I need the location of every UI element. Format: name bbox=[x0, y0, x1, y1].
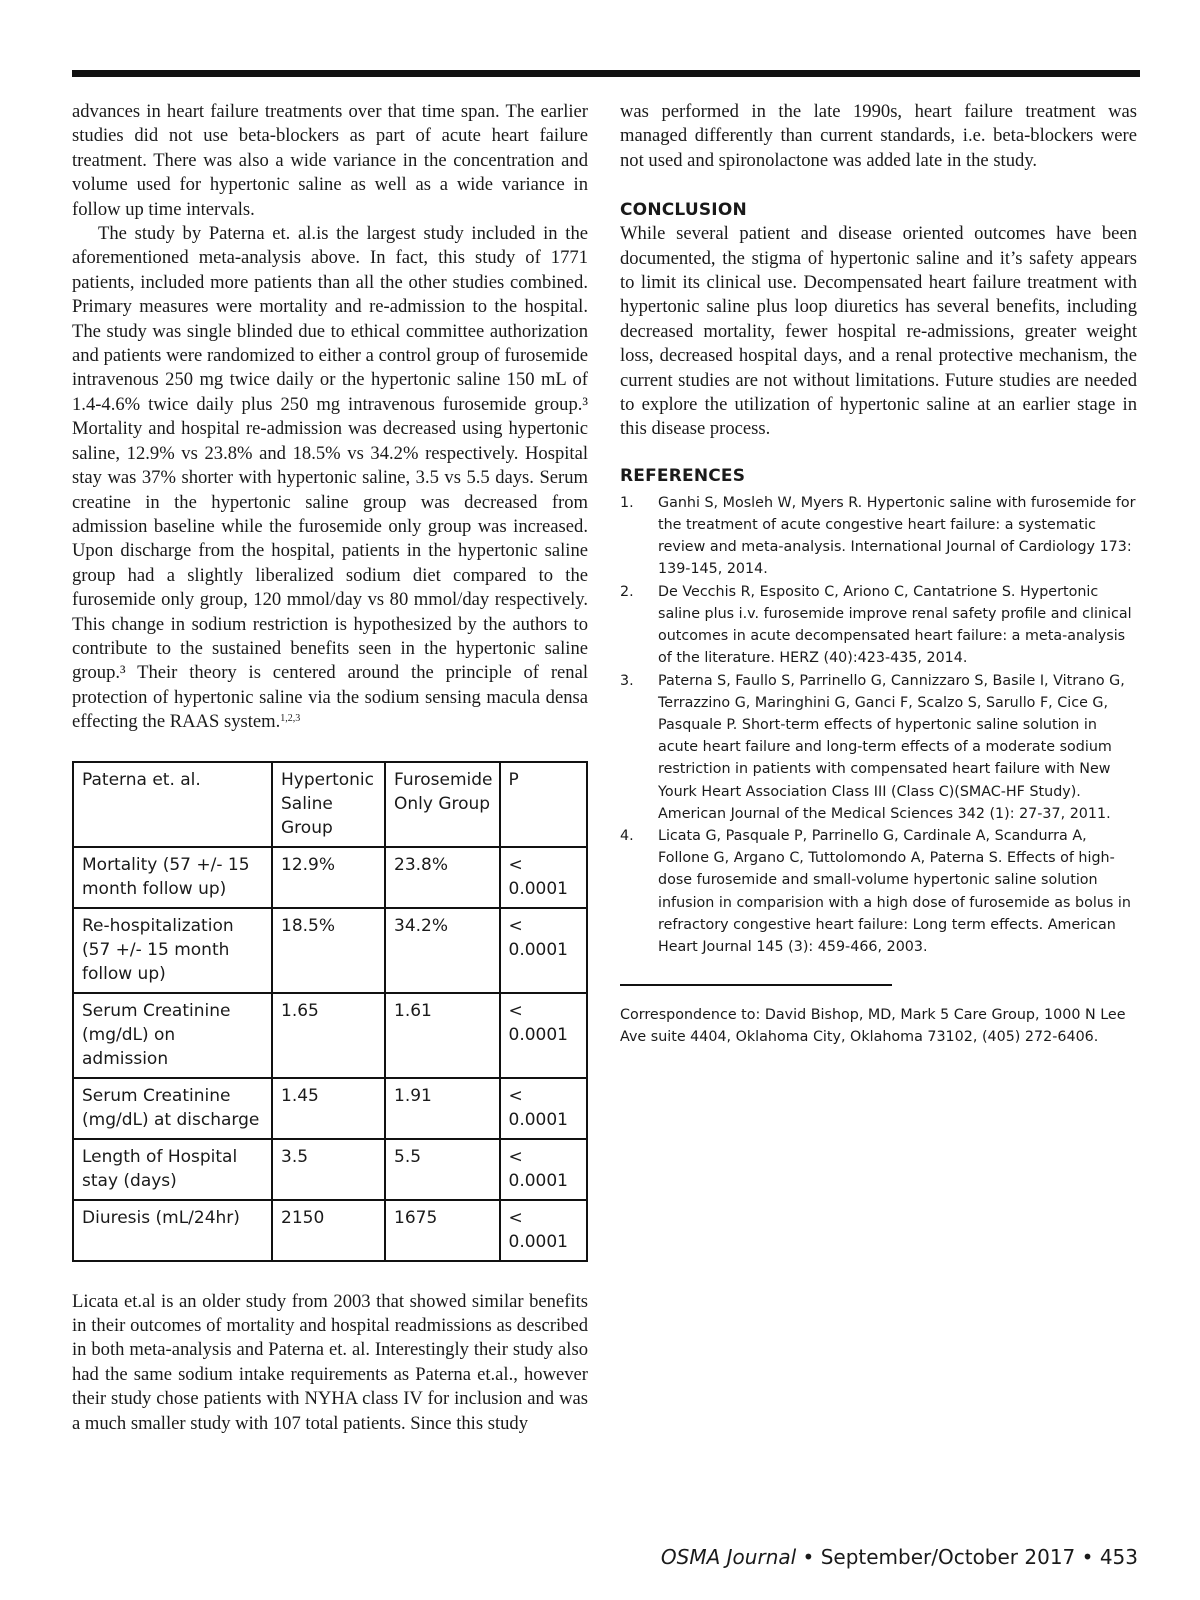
table-cell: Serum Creatinine (mg/dL) on admission bbox=[73, 993, 272, 1078]
table-header-cell: Furosemide Only Group bbox=[385, 762, 500, 847]
reference-item bbox=[620, 581, 1137, 670]
table-cell: 23.8% bbox=[385, 847, 500, 908]
table-row bbox=[73, 993, 587, 1078]
table-cell: < 0.0001 bbox=[500, 993, 588, 1078]
right-body bbox=[620, 100, 1137, 173]
conclusion-heading: CONCLUSION bbox=[620, 200, 747, 221]
issue-date: September/October 2017 bbox=[820, 1545, 1076, 1569]
table-cell: Length of Hospital stay (days) bbox=[73, 1139, 272, 1200]
table-cell: 18.5% bbox=[272, 908, 385, 993]
table-header-cell: Hypertonic Saline Group bbox=[272, 762, 385, 847]
paragraph-paterna bbox=[72, 222, 588, 735]
table-cell: 34.2% bbox=[385, 908, 500, 993]
table-cell: 1.61 bbox=[385, 993, 500, 1078]
table-cell: Mortality (57 +/- 15 month follow up) bbox=[73, 847, 272, 908]
table-cell: 1.91 bbox=[385, 1078, 500, 1139]
table-cell: < 0.0001 bbox=[500, 1139, 588, 1200]
paragraph-conclusion: While several patient and disease oriented outcomes have been documented, the stigma of hypertonic saline and it’s safety appears to limit its clinical use. Decompensated heart failure treatment with hypertonic saline plus loop diuretics has several benefits, including decreased mortality, fewer hospital re-admissions, greater weight loss, decreased hospital days, and a renal protective mechanism, the current studies are not without limitations. Future studies are needed to explore the utilization of hypertonic saline at an earlier stage in this disease process. bbox=[620, 223, 1137, 440]
table-cell: 3.5 bbox=[272, 1139, 385, 1200]
table-cell: 5.5 bbox=[385, 1139, 500, 1200]
results-table bbox=[72, 761, 588, 1262]
reference-text: Ganhi S, Mosleh W, Myers R. Hypertonic saline with furosemide for the treatment of acute congestive heart failure: a systematic review and meta-analysis. International Journal of Cardiology 173: 139-145, 2014. bbox=[658, 494, 1136, 578]
correspondence-divider bbox=[620, 984, 892, 986]
conclusion-body bbox=[620, 222, 1137, 442]
page-footer bbox=[661, 1545, 1138, 1569]
footer-separator: • bbox=[1075, 1545, 1100, 1569]
table-cell: < 0.0001 bbox=[500, 847, 588, 908]
reference-number: 1. bbox=[620, 494, 634, 511]
reference-item bbox=[620, 825, 1137, 958]
paragraph-paterna-text: The study by Paterna et. al.is the largest study included in the aforementioned meta-analysis above. In fact, this study of 1771 patients, included more patients than all the other studies combined. Primary measures were mortality and re-admission to the hospital. The study was single blinded due to ethical committee authorization and patients were randomized to either a control group of furosemide intravenous 250 mg twice daily or the hypertonic saline 150 mL of 1.4-4.6% twice daily plus 250 mg intravenous furosemide group.³ Mortality and hospital re-admission was decreased using hypertonic saline, 12.9% vs 23.8% and 18.5% vs 34.2% respectively. Hospital stay was 37% shorter with hypertonic saline, 3.5 vs 5.5 days. Serum creatine in the hypertonic saline group was decreased from admission baseline while the furosemide only group was increased. Upon discharge from the hospital, patients in the hypertonic saline group had a slightly liberalized sodium diet compared to the furosemide only group, 120 mmol/day vs 80 mmol/day respectively. This change in sodium restriction is hypothesized by the authors to contribute to the sustained benefits seen in the hypertonic saline group.³ Their theory is centered around the principle of renal protection of hypertonic saline via the sodium sensing macula densa effecting the RAAS system. bbox=[72, 223, 588, 733]
table-row bbox=[73, 1139, 587, 1200]
footer-separator: • bbox=[796, 1545, 821, 1569]
reference-item bbox=[620, 670, 1137, 825]
reference-text: Paterna S, Faullo S, Parrinello G, Cannizzaro S, Basile I, Vitrano G, Terrazzino G, Maringhini G, Ganci F, Scalzo S, Sarullo F, Cice G, Pasquale P. Short-term effects of hypertonic saline solution in acute heart failure and long-term effects of a moderate sodium restriction in patients with compensated heart failure with New Yourk Heart Association Class III (Class C)(SMAC-HF Study). American Journal of the Medical Sciences 342 (1): 27-37, 2011. bbox=[658, 672, 1125, 822]
table-cell: Re-hospitalization (57 +/- 15 month follow up) bbox=[73, 908, 272, 993]
references-heading: REFERENCES bbox=[620, 465, 746, 486]
citation-superscript: 1,2,3 bbox=[280, 713, 301, 725]
right-column bbox=[620, 100, 1137, 1049]
table-cell: < 0.0001 bbox=[500, 1200, 588, 1261]
table-cell: < 0.0001 bbox=[500, 908, 588, 993]
table-cell: Serum Creatinine (mg/dL) at discharge bbox=[73, 1078, 272, 1139]
paragraph-continuation: was performed in the late 1990s, heart failure treatment was managed differently than current standards, i.e. beta-blockers were not used and spironolactone was added late in the study. bbox=[620, 101, 1137, 171]
table-cell: 1.65 bbox=[272, 993, 385, 1078]
table-cell: Diuresis (mL/24hr) bbox=[73, 1200, 272, 1261]
table-header-cell: Paterna et. al. bbox=[73, 762, 272, 847]
reference-item bbox=[620, 492, 1137, 581]
journal-name: OSMA Journal bbox=[660, 1545, 797, 1569]
table-cell: 1.45 bbox=[272, 1078, 385, 1139]
header-rule bbox=[72, 70, 1140, 77]
table-cell: 1675 bbox=[385, 1200, 500, 1261]
table-row bbox=[73, 847, 587, 908]
reference-number: 2. bbox=[620, 583, 634, 600]
references-list bbox=[620, 492, 1137, 958]
reference-text: De Vecchis R, Esposito C, Ariono C, Cantatrione S. Hypertonic saline plus i.v. furosemide improve renal safety profile and clinical outcomes in acute decompensated heart failure: a meta-analysis of the literature. HERZ (40):423-435, 2014. bbox=[658, 583, 1132, 667]
page-number: 453 bbox=[1099, 1545, 1138, 1569]
left-body bbox=[72, 100, 588, 735]
table-row bbox=[73, 1078, 587, 1139]
paragraph-licata: Licata et.al is an older study from 2003 that showed similar benefits in their outcomes of mortality and hospital readmissions as described in both meta-analysis and Paterna et. al. Interestingly their study also had the same sodium intake requirements as Paterna et.al., however their study chose patients with NYHA class IV for inclusion and was a much smaller study with 107 total patients. Since this study bbox=[72, 1290, 588, 1434]
table-cell: 2150 bbox=[272, 1200, 385, 1261]
table-cell: 12.9% bbox=[272, 847, 385, 908]
table-header-row bbox=[73, 762, 587, 847]
table-row bbox=[73, 1200, 587, 1261]
left-body-continued bbox=[72, 1290, 588, 1436]
reference-number: 4. bbox=[620, 827, 634, 844]
correspondence-note: Correspondence to: David Bishop, MD, Mark 5 Care Group, 1000 N Lee Ave suite 4404, Oklahoma City, Oklahoma 73102, (405) 272-6406. bbox=[620, 1007, 1126, 1046]
reference-text: Licata G, Pasquale P, Parrinello G, Cardinale A, Scandurra A, Follone G, Argano C, Tuttolomondo A, Paterna S. Effects of high-dose furosemide and small-volume hypertonic saline solution infusion in comparision with a high dose of furosemide as bolus in refractory congestive heart failure: Long term effects. American Heart Journal 145 (3): 459-466, 2003. bbox=[658, 827, 1131, 955]
table-header-cell: P bbox=[500, 762, 588, 847]
table-cell: < 0.0001 bbox=[500, 1078, 588, 1139]
paragraph-history: advances in heart failure treatments over that time span. The earlier studies did not use beta-blockers as part of acute heart failure treatment. There was also a wide variance in the concentration and volume used for hypertonic saline as well as a wide variance in follow up time intervals. bbox=[72, 101, 588, 220]
left-column bbox=[72, 100, 588, 1436]
reference-number: 3. bbox=[620, 672, 634, 689]
table-row bbox=[73, 908, 587, 993]
